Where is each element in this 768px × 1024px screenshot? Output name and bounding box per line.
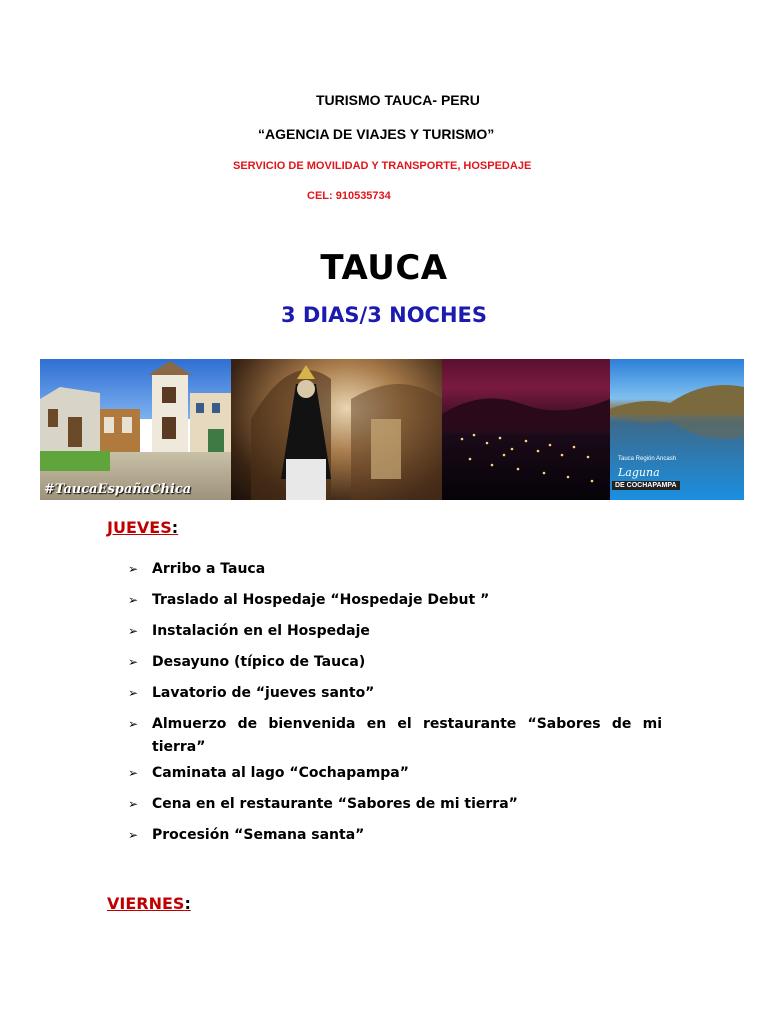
church-interior-photo bbox=[231, 359, 442, 500]
arrowhead-bullet-icon: ➢ bbox=[128, 593, 139, 607]
arrowhead-bullet-icon: ➢ bbox=[128, 686, 139, 700]
day-heading-jueves: JUEVES: bbox=[107, 518, 179, 537]
list-item: ➢ Desayuno (típico de Tauca) bbox=[128, 651, 662, 674]
list-item: ➢ Arribo a Tauca bbox=[128, 558, 662, 581]
arrowhead-bullet-icon: ➢ bbox=[128, 655, 139, 669]
night-procession-photo bbox=[442, 359, 610, 500]
arrowhead-bullet-icon: ➢ bbox=[128, 717, 139, 731]
town-church-photo bbox=[40, 359, 231, 500]
arrowhead-bullet-icon: ➢ bbox=[128, 562, 139, 576]
laguna-cochapampa-photo bbox=[610, 359, 744, 500]
day-heading-viernes: VIERNES: bbox=[107, 894, 191, 913]
hashtag-caption: #TaucaEspañaChica bbox=[44, 482, 192, 497]
arrowhead-bullet-icon: ➢ bbox=[128, 797, 139, 811]
agency-tagline: “AGENCIA DE VIAJES Y TURISMO” bbox=[258, 126, 495, 142]
page-title: TAUCA bbox=[320, 248, 448, 288]
photo-banner bbox=[40, 359, 744, 500]
arrowhead-bullet-icon: ➢ bbox=[128, 828, 139, 842]
list-item: ➢ Instalación en el Hospedaje bbox=[128, 620, 662, 643]
laguna-label: Laguna bbox=[618, 466, 660, 479]
virgin-statue-illustration bbox=[231, 359, 442, 500]
list-item: ➢ Caminata al lago “Cochapampa” bbox=[128, 762, 662, 785]
list-item: ➢ Traslado al Hospedaje “Hospedaje Debut ” bbox=[128, 589, 662, 612]
laguna-place: DE COCHAPAMPA bbox=[612, 481, 680, 490]
phone-number: CEL: 910535734 bbox=[307, 190, 391, 202]
page-subtitle: 3 DIAS/3 NOCHES bbox=[280, 303, 488, 327]
list-item: ➢ Almuerzo de bienvenida en el restaurante “Sabores de mi tierra” bbox=[128, 713, 662, 759]
list-item: ➢ Cena en el restaurante “Sabores de mi tierra” bbox=[128, 793, 662, 816]
services-line: SERVICIO DE MOVILIDAD Y TRANSPORTE, HOSPEDAJE bbox=[233, 160, 532, 172]
list-item: ➢ Procesión “Semana santa” bbox=[128, 824, 662, 847]
arrowhead-bullet-icon: ➢ bbox=[128, 624, 139, 638]
candle-lights-illustration bbox=[442, 359, 610, 500]
agency-name: TURISMO TAUCA- PERU bbox=[316, 92, 480, 108]
list-item: ➢ Lavatorio de “jueves santo” bbox=[128, 682, 662, 705]
jueves-itinerary-list bbox=[128, 558, 662, 855]
arrowhead-bullet-icon: ➢ bbox=[128, 766, 139, 780]
laguna-region-text: Tauca Región Ancash bbox=[618, 456, 677, 462]
